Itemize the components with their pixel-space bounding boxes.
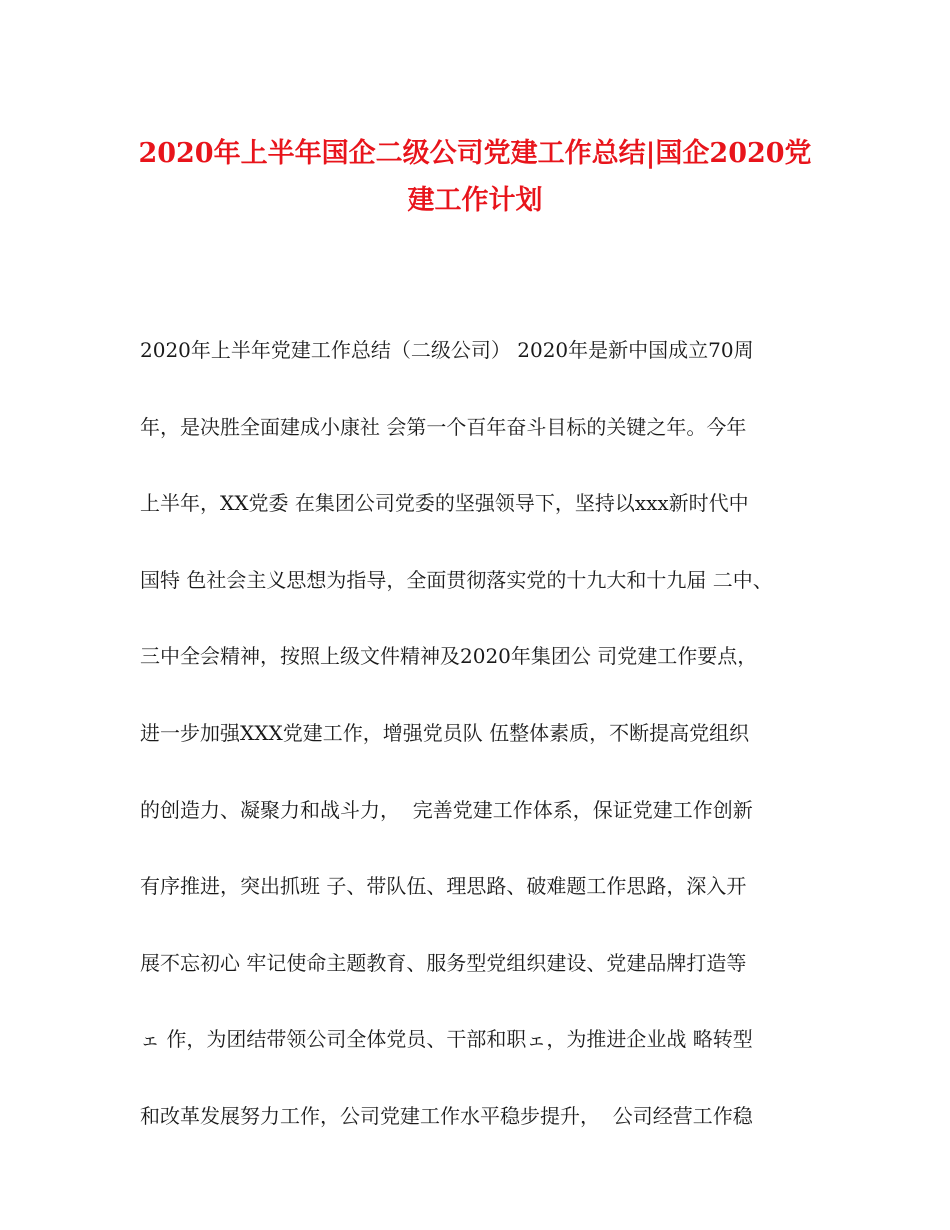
document-title [100, 130, 850, 224]
body-line: 和改革发展努力工作，公司党建工作水平稳步提升， 公司经营工作稳 [140, 1103, 753, 1128]
body-line: 年，是决胜全面建成小康社 会第一个百年奋斗目标的关键之年。今年 [140, 414, 747, 439]
document-title-line-2: 建工作计划 [407, 185, 543, 216]
document-body [140, 340, 830, 1183]
body-line: 2020年上半年党建工作总结（二级公司） 2020年是新中国成立70周 [140, 338, 754, 362]
body-line: ェ 作，为团结带领公司全体党员、干部和职ェ，为推进企业战 略转型 [140, 1027, 753, 1052]
body-line: 进一步加强XXX党建工作，增强党员队 伍整体素质，不断提高党组织 [140, 720, 750, 745]
body-line: 展不忘初心 牢记使命主题教育、服务型党组织建设、党建品牌打造等 [140, 950, 747, 975]
body-line: 上半年，XX党委 在集团公司党委的坚强领导下，坚持以xxx新时代中 [140, 491, 749, 516]
body-line: 三中全会精神，按照上级文件精神及2020年集团公 司党建工作要点， [140, 644, 758, 669]
body-line: 国特 色社会主义思想为指导，全面贯彻落实党的十九大和十九届 二中、 [140, 567, 773, 592]
body-line: 有序推进，突出抓班 子、带队伍、理思路、破难题工作思路，深入开 [140, 874, 747, 899]
body-line: 的创造力、凝聚力和战斗力， 完善党建工作体系，保证党建工作创新 [140, 797, 753, 822]
document-title-line-1: 2020年上半年国企二级公司党建工作总结|国企2020党 [138, 138, 812, 169]
